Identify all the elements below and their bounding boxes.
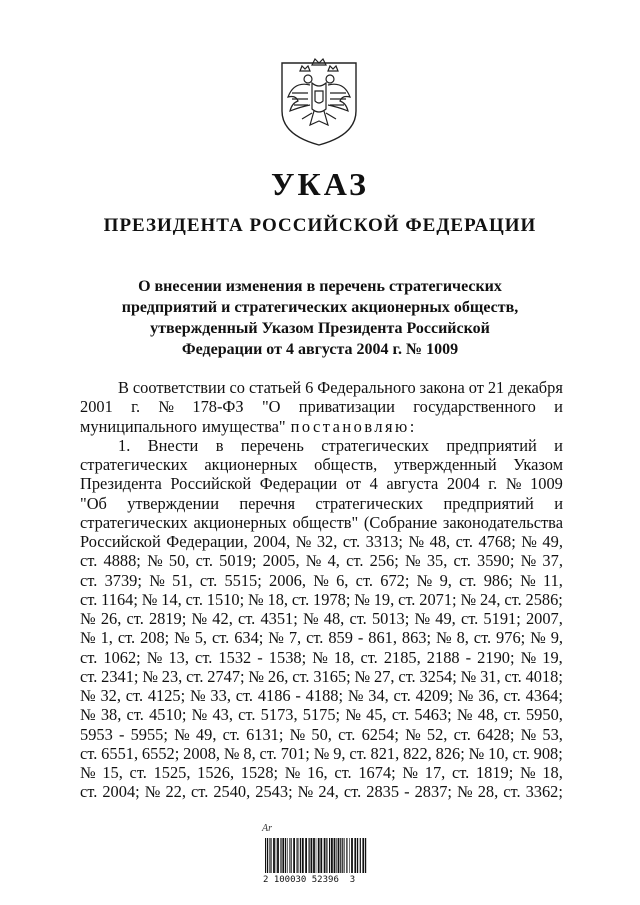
document-title: УКАЗ <box>271 166 369 202</box>
body-line: ст. 1062; № 13, ст. 1532 - 1538; № 18, ст. 2185, 2188 - 2190; № 19, <box>80 647 563 667</box>
body-line: 2001 г. № 178-ФЗ "О приватизации государственного и <box>80 397 563 417</box>
body-line: Президента Российской Федерации от 4 августа 2004 г. № 1009 <box>80 474 563 494</box>
body-line: 5953 - 5955; № 49, ст. 6131; № 50, ст. 6254; № 52, ст. 6428; № 53, <box>80 724 563 744</box>
body-line: муниципального имущества" постановляю: <box>80 416 417 436</box>
body-line: № 26, ст. 2819; № 42, ст. 4351; № 48, ст. 5013; № 49, ст. 5191; 2007, <box>80 609 563 628</box>
body-line: № 15, ст. 1525, 1526, 1528; № 16, ст. 1674; № 17, ст. 1819; № 18, <box>80 763 563 782</box>
coat-of-arms-icon <box>274 53 364 148</box>
barcode-icon <box>265 838 368 873</box>
body-line: В соответствии со статьей 6 Федерального закона от 21 декабря <box>118 378 563 397</box>
body-line: стратегических акционерных обществ, утвержденный Указом <box>80 455 563 474</box>
body-line: 1. Внести в перечень стратегических предприятий и <box>118 435 563 455</box>
heading-line: утвержденный Указом Президента Российской <box>150 320 490 337</box>
body-line: ст. 6551, 6552; 2008, № 8, ст. 701; № 9, ст. 821, 822, 826; № 10, ст. 908; <box>80 743 563 763</box>
decree-heading <box>90 276 550 360</box>
handwritten-mark: Ar <box>262 823 272 834</box>
body-line: стратегических акционерных обществ" (Собрание законодательства <box>80 512 563 532</box>
heading-line: Федерации от 4 августа 2004 г. № 1009 <box>181 341 459 358</box>
heading-line: О внесении изменения в перечень стратегических <box>138 278 502 295</box>
body-line: "Об утверждении перечня стратегических предприятий и <box>80 493 563 513</box>
barcode-number: 2 100030 52396 3 <box>263 875 356 885</box>
body-line: № 32, ст. 4125; № 33, ст. 4186 - 4188; № 34, ст. 4209; № 36, ст. 4364; <box>80 686 563 705</box>
document-subtitle: ПРЕЗИДЕНТА РОССИЙСКОЙ ФЕДЕРАЦИИ <box>103 215 537 236</box>
body-line: ст. 2004; № 22, ст. 2540, 2543; № 24, ст. 2835 - 2837; № 28, ст. 3362; <box>80 782 563 802</box>
body-line: ст. 2341; № 23, ст. 2747; № 26, ст. 3165; № 27, ст. 3254; № 31, ст. 4018; <box>80 666 563 686</box>
body-line: ст. 4888; № 50, ст. 5019; 2005, № 4, ст. 256; № 35, ст. 3590; № 37, <box>80 551 563 571</box>
decree-body <box>80 378 563 802</box>
body-line: № 1, ст. 208; № 5, ст. 634; № 7, ст. 859 - 861, 863; № 8, ст. 976; № 9, <box>80 628 563 648</box>
body-line: ст. 1164; № 14, ст. 1510; № 18, ст. 1978; № 19, ст. 2071; № 24, ст. 2586; <box>80 589 563 609</box>
body-line: ст. 3739; № 51, ст. 5515; 2006, № 6, ст. 672; № 9, ст. 986; № 11, <box>80 570 563 590</box>
body-line: Российской Федерации, 2004, № 32, ст. 3313; № 48, ст. 4768; № 49, <box>80 532 563 551</box>
body-line: № 38, ст. 4510; № 43, ст. 5173, 5175; № 45, ст. 5463; № 48, ст. 5950, <box>80 705 563 725</box>
heading-line: предприятий и стратегических акционерных обществ, <box>121 299 519 316</box>
